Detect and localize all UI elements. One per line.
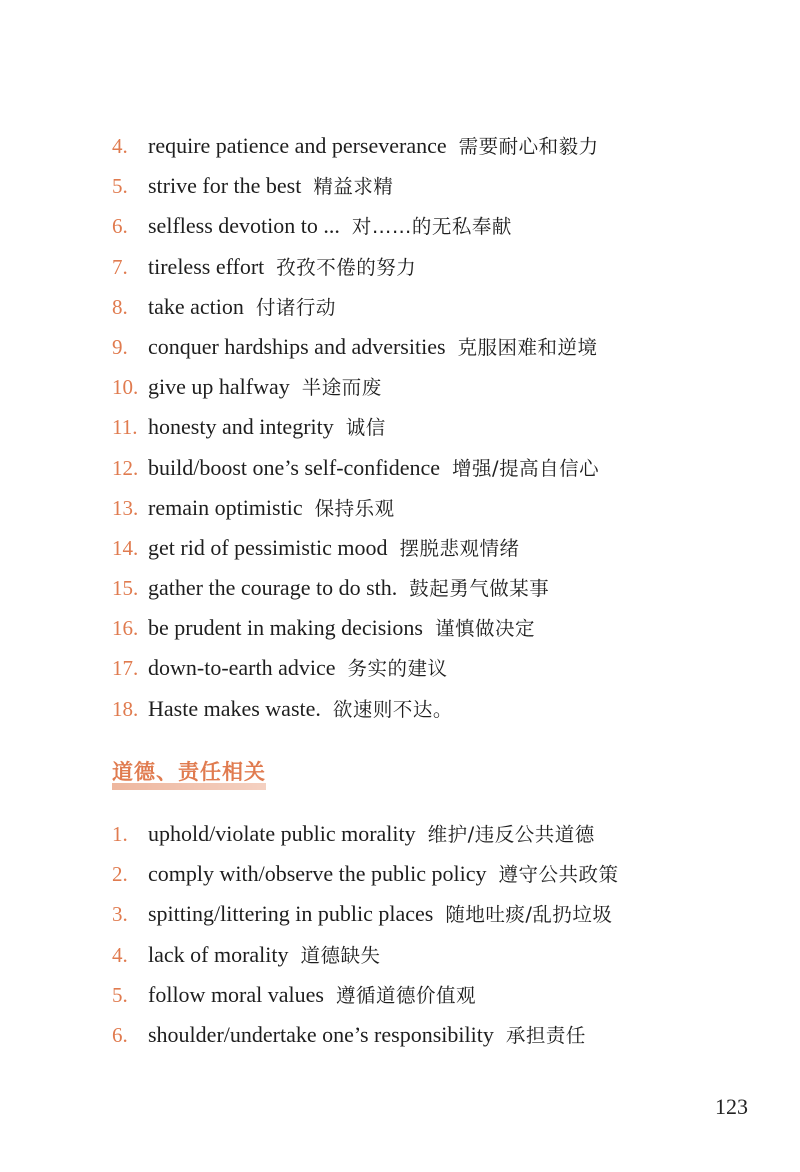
english-phrase: tireless effort — [148, 253, 265, 279]
chinese-translation: 道德缺失 — [300, 943, 381, 967]
item-number: 10. — [112, 375, 139, 400]
list-item — [112, 206, 599, 246]
list-item — [112, 608, 599, 648]
list-item — [112, 854, 619, 894]
item-number: 6. — [112, 1022, 128, 1047]
list-item — [112, 126, 599, 166]
list-item — [112, 894, 619, 934]
item-number: 11. — [112, 415, 138, 440]
list-item — [112, 407, 599, 447]
item-number: 5. — [112, 174, 128, 199]
english-phrase: remain optimistic — [148, 494, 303, 520]
chinese-translation: 遵守公共政策 — [498, 863, 619, 887]
item-number: 8. — [112, 294, 128, 319]
item-number: 5. — [112, 982, 128, 1007]
english-phrase: take action — [148, 293, 244, 319]
chinese-translation: 付诸行动 — [255, 295, 336, 319]
english-phrase: honesty and integrity — [148, 414, 334, 440]
list-item — [112, 689, 599, 729]
item-number: 17. — [112, 656, 139, 681]
english-phrase: give up halfway — [148, 374, 290, 400]
item-number: 4. — [112, 942, 128, 967]
chinese-translation: 精益求精 — [313, 175, 394, 199]
list-item — [112, 935, 619, 975]
list-item — [112, 287, 599, 327]
english-phrase: down-to-earth advice — [148, 655, 336, 681]
english-phrase: comply with/observe the public policy — [148, 861, 487, 887]
list-item — [112, 327, 599, 367]
item-number: 2. — [112, 862, 128, 887]
english-phrase: require patience and perseverance — [148, 133, 447, 158]
english-phrase: build/boost one’s self-confidence — [148, 454, 441, 480]
chinese-translation: 保持乐观 — [314, 496, 395, 520]
phrase-list-perseverance — [112, 126, 599, 729]
list-item — [112, 528, 599, 568]
item-number: 18. — [112, 696, 139, 721]
item-number: 12. — [112, 455, 139, 480]
list-item — [112, 166, 599, 206]
english-phrase: gather the courage to do sth. — [148, 575, 398, 601]
list-item — [112, 247, 599, 287]
english-phrase: Haste makes waste. — [148, 695, 321, 721]
chinese-translation: 务实的建议 — [347, 657, 448, 681]
chinese-translation: 孜孜不倦的努力 — [276, 255, 417, 279]
chinese-translation: 随地吐痰/乱扔垃圾 — [445, 903, 613, 927]
item-number: 6. — [112, 214, 128, 239]
item-number: 1. — [112, 822, 128, 846]
chinese-translation: 增强/提高自信心 — [452, 456, 600, 480]
english-phrase: get rid of pessimistic mood — [148, 534, 388, 560]
phrase-list-morality — [112, 814, 619, 1055]
english-phrase: conquer hardships and adversities — [148, 333, 446, 359]
item-number: 4. — [112, 134, 128, 158]
item-number: 7. — [112, 254, 128, 279]
chinese-translation: 承担责任 — [505, 1023, 586, 1047]
item-number: 16. — [112, 616, 139, 641]
chinese-translation: 摆脱悲观情绪 — [399, 536, 520, 560]
list-item — [112, 1015, 619, 1055]
list-item — [112, 568, 599, 608]
chinese-translation: 需要耐心和毅力 — [458, 135, 599, 158]
english-phrase: spitting/littering in public places — [148, 901, 434, 927]
chinese-translation: 谨慎做决定 — [434, 617, 535, 641]
section-heading-morality-responsibility: 道德、责任相关 — [112, 756, 266, 790]
list-item — [112, 975, 619, 1015]
chinese-translation: 半途而废 — [301, 376, 382, 400]
english-phrase: be prudent in making decisions — [148, 615, 423, 641]
chinese-translation: 欲速则不达。 — [332, 697, 453, 721]
item-number: 3. — [112, 902, 128, 927]
list-item — [112, 367, 599, 407]
english-phrase: lack of morality — [148, 941, 289, 967]
chinese-translation: 诚信 — [345, 416, 386, 440]
english-phrase: strive for the best — [148, 173, 302, 199]
chinese-translation: 鼓起勇气做某事 — [409, 577, 550, 601]
english-phrase: selfless devotion to ... — [148, 213, 340, 239]
item-number: 9. — [112, 334, 128, 359]
list-item — [112, 648, 599, 688]
english-phrase: shoulder/undertake one’s responsibility — [148, 1021, 494, 1047]
english-phrase: uphold/violate public morality — [148, 821, 416, 846]
item-number: 15. — [112, 576, 139, 601]
item-number: 13. — [112, 495, 139, 520]
chinese-translation: 维护/违反公共道德 — [427, 823, 595, 846]
list-item — [112, 488, 599, 528]
chinese-translation: 对……的无私奉献 — [351, 215, 512, 239]
english-phrase: follow moral values — [148, 981, 324, 1007]
chinese-translation: 遵循道德价值观 — [335, 983, 476, 1007]
list-item — [112, 448, 599, 488]
list-item — [112, 814, 619, 854]
item-number: 14. — [112, 535, 139, 560]
chinese-translation: 克服困难和逆境 — [457, 335, 598, 359]
page-number: 123 — [715, 1094, 748, 1119]
